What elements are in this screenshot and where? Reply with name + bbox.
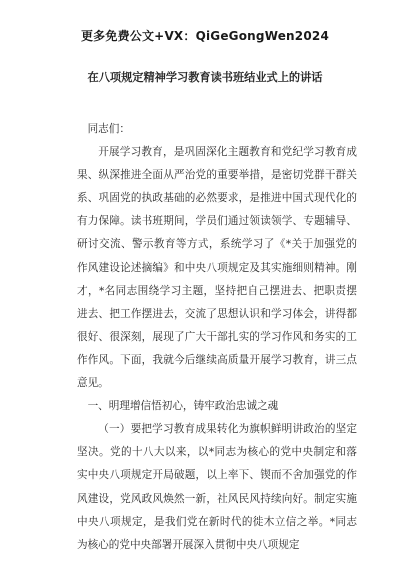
watermark-text: 更多免费公文+VX：QiGeGongWen2024 [80,29,329,43]
paragraph-opening: 开展学习教育，是巩固深化主题教育和党纪学习教育成果、纵深推进全面从严治党的重要举措，是密切党群干群关系、巩固党的执政基础的必然要求，是推进中国式现代化的有力保障。读书班期间，学员们通过领读领学、专题辅导、研讨交流、警示教育等方式，系统学习了《*关于加强党的作风建设论述摘编》和中央八项规定及其实施细则精神。刚才，*名同志围绕学习主题，坚持把自己摆进去、把职责摆进去、把工作摆进去，交流了思想认识和学习体会，讲得都很好、很深刻，展现了广大干部扎实的学习作风和务实的工作作风。下面，我就今后继续高质量开展学习教育，讲三点意见。 [77,146,357,390]
document-body [77,118,357,557]
paragraph-section-1-1: （一）要把学习教育成果转化为旗帜鲜明讲政治的坚定坚决。党的十八大以来，以*同志为核心的党中央制定和落实中央八项规定开局破题，以上率下、锲而不舍加强党的作风建设，党风政风焕然一新，社风民风持续向好。制定实施中央八项规定，是我们党在新时代的徙木立信之举。*同志为核心的党中央部署开展深入贯彻中央八项规定 [77,423,357,551]
section-heading-1: 一、明理增信悟初心，铸牢政治忠诚之魂 [87,400,279,413]
salutation: 同志们： [87,123,130,135]
document-title: 在八项规定精神学习教育读书班结业式上的讲话 [87,71,323,84]
